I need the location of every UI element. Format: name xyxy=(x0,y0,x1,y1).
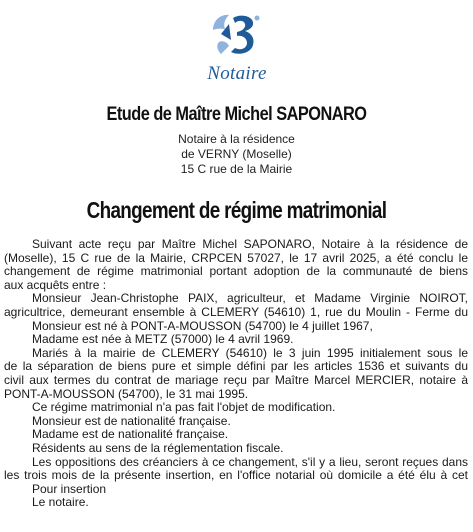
notaire-emblem-icon xyxy=(199,10,275,62)
etude-title: Etude de Maître Michel SAPONARO xyxy=(106,104,367,125)
notice-line: Monsieur est né à PONT-A-MOUSSON (54700) le 4 juillet 1967, xyxy=(32,318,373,333)
notary-address xyxy=(0,132,473,177)
notice-line: Ce régime matrimonial n'a pas fait l'objet de modification. xyxy=(32,400,336,415)
notice-line: civil aux termes du contrat de mariage reçu par Maître Marcel MERCIER, notaire à xyxy=(4,373,468,387)
notice-line: Pour insertion xyxy=(32,481,107,496)
address-line: 15 C rue de la Mairie xyxy=(180,162,293,176)
notice-line: de la séparation de biens pure et simple défini par les articles 1536 et suivants du xyxy=(4,360,468,374)
notice-line: Le notaire. xyxy=(32,495,89,510)
notice-line: les trois mois de la présente insertion, en l'office notarial où domicile a été élu à cet xyxy=(4,469,468,483)
notice-line: aux acquêts entre : xyxy=(4,277,107,292)
notice-line: Les oppositions des créanciers à ce changement, s'il y a lieu, seront reçues dans xyxy=(32,455,468,469)
notice-line: Monsieur est de nationalité française. xyxy=(32,413,231,428)
notice-line: Suivant acte reçu par Maître Michel SAPONARO, Notaire à la résidence de xyxy=(32,238,468,251)
notice-line: Mariés à la mairie de CLEMERY (54610) le 3 juin 1995 initialement sous le xyxy=(32,346,468,360)
notice-title: Changement de régime matrimonial xyxy=(86,197,387,223)
notice-line: PONT-A-MOUSSON (54700), le 31 mai 1995. xyxy=(4,386,249,401)
notice-line: Monsieur Jean-Christophe PAIX, agriculteur, et Madame Virginie NOIROT, xyxy=(32,292,468,306)
logo-wordmark: Notaire xyxy=(207,63,267,84)
notice-line: changement de régime matrimonial portant adoption de la communauté de biens xyxy=(4,265,468,279)
address-line: de VERNY (Moselle) xyxy=(181,147,292,161)
notice-body xyxy=(4,238,468,510)
notice-line: Madame est née à METZ (57000) le 4 avril 1969. xyxy=(32,332,294,347)
notice-line: (Moselle), 15 C rue de la Mairie, CRPCEN 57027, le 17 avril 2025, a été conclu le xyxy=(4,251,468,265)
notice-line: Résidents au sens de la réglementation fiscale. xyxy=(32,440,284,455)
notice-line: Madame est de nationalité française. xyxy=(32,427,229,442)
address-line: Notaire à la résidence xyxy=(178,132,295,146)
notaire-logo xyxy=(199,10,275,88)
notice-line: agricultrice, demeurant ensemble à CLEMERY (54610) 1, rue du Moulin - Ferme du xyxy=(4,305,468,319)
